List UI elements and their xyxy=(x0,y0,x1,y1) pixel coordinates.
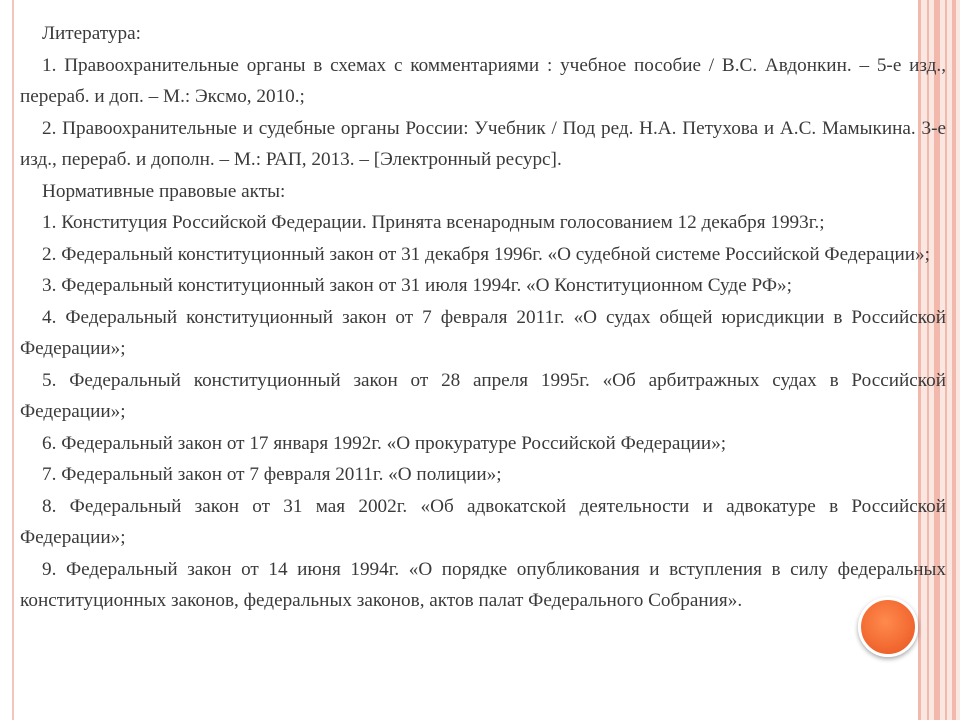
legal-act-1: 1. Конституция Российской Федерации. Принята всенародным голосованием 12 декабря 1993г.; xyxy=(42,212,825,233)
legal-act-7: 7. Федеральный закон от 7 февраля 2011г. «О полиции»; xyxy=(42,464,502,485)
literature-item-2: 2. Правоохранительные и судебные органы России: Учебник / Под ред. Н.А. Петухова и А.С. Мамыкина. 3-е изд., перераб. и дополн. – М.: РАП, 2013. – [Электронный ресурс]. xyxy=(20,117,946,170)
legal-act-3: 3. Федеральный конституционный закон от 31 июля 1994г. «О Конституционном Суде РФ»; xyxy=(42,275,792,296)
legal-act-2: 2. Федеральный конституционный закон от 31 декабря 1996г. «О судебной системе Российской Федерации»; xyxy=(42,243,930,265)
legal-act-4: 4. Федеральный конституционный закон от 7 февраля 2011г. «О судах общей юрисдикции в Российской Федерации»; xyxy=(20,306,946,359)
heading-literature: Литература: xyxy=(42,23,141,44)
literature-item-1: 1. Правоохранительные органы в схемах с комментариями : учебное пособие / В.С. Авдонкин. – 5-е изд., перераб. и доп. – М.: Эксмо, 2010.; xyxy=(20,54,946,107)
legal-act-6: 6. Федеральный закон от 17 января 1992г. «О прокуратуре Российской Федерации»; xyxy=(42,432,727,454)
legal-act-9: 9. Федеральный закон от 14 июня 1994г. «О порядке опубликования и вступления в силу федеральных конституционных законов, федеральных законов, актов палат Федерального Собрания». xyxy=(20,558,946,611)
border-stripe xyxy=(952,0,956,720)
heading-legal-acts: Нормативные правовые акты: xyxy=(42,180,286,202)
decorative-orange-circle xyxy=(858,597,918,657)
legal-act-8: 8. Федеральный закон от 31 мая 2002г. «Об адвокатской деятельности и адвокатуре в Российской Федерации»; xyxy=(20,495,946,548)
left-border-line xyxy=(12,0,14,720)
legal-act-5: 5. Федеральный конституционный закон от 28 апреля 1995г. «Об арбитражных судах в Российской Федерации»; xyxy=(20,369,946,422)
slide-body xyxy=(20,18,946,617)
